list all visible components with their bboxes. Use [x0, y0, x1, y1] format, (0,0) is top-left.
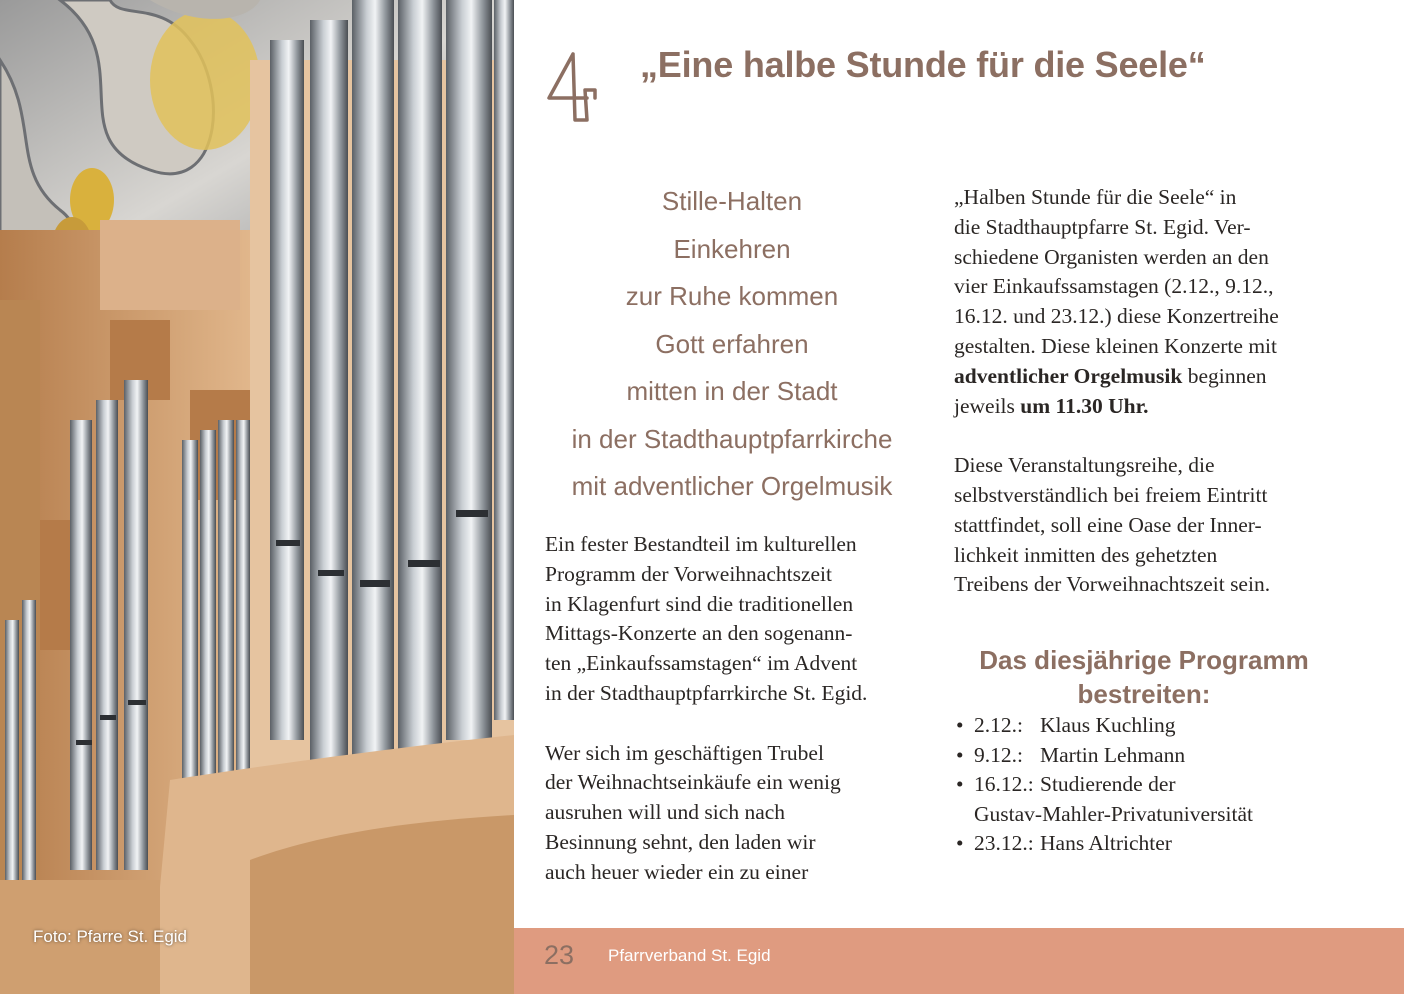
program-performer: Klaus Kuchling [1040, 713, 1176, 737]
program-date: 16.12.: [974, 772, 1034, 797]
bullet: • [956, 772, 964, 797]
motto-line: Gott erfahren [655, 328, 809, 359]
paragraph [545, 739, 917, 888]
motto-line: mitten in der Stadt [626, 376, 838, 406]
program-date: 9.12.: [974, 742, 1023, 767]
program-list [954, 711, 1354, 859]
page-title: „Eine halbe Stunde für die Seele“ [640, 44, 1206, 85]
list-item [954, 711, 1354, 741]
bold-text: um 11.30 Uhr. [1020, 393, 1149, 418]
program-performer: Studierende der [1040, 772, 1176, 797]
text-line: in Klagenfurt sind die traditionellen [545, 591, 854, 616]
motto-line: mit adventlicher Orgelmusik [571, 471, 893, 501]
motto-line: in der Stadthauptpfarrkirche [571, 423, 893, 454]
program-heading [954, 643, 1334, 711]
bullet: • [956, 742, 964, 767]
text-line: „Halben Stunde für die Seele“ in [954, 185, 1237, 209]
article-column-left [545, 530, 917, 888]
text-line: stattfindet, soll eine Oase der Inner- [954, 512, 1262, 537]
text-line: Mittags-Konzerte an den sogenann- [545, 621, 853, 646]
text-line: vier Einkaufssamstagen (2.12., 9.12., [954, 274, 1274, 299]
heading-line: bestreiten: [1077, 679, 1211, 709]
text-line: Treibens der Vorweihnachtszeit sein. [954, 572, 1271, 597]
text-line: gestalten. Diese kleinen Konzerte mit [954, 333, 1277, 358]
text-line: Besinnung sehnt, den laden wir [545, 829, 816, 854]
program-date: 23.12.: [974, 831, 1034, 856]
program-performer-continued: Gustav-Mahler-Privatuniversität [974, 801, 1253, 826]
program-performer: Martin Lehmann [1040, 742, 1186, 767]
advent-number-icon [543, 50, 599, 124]
list-item [954, 829, 1354, 859]
motto-line: Einkehren [673, 233, 791, 264]
text-line: Ein fester Bestandteil im kulturellen [545, 532, 857, 556]
publisher-name: Pfarrverband St. Egid [608, 946, 771, 965]
organ-photo [0, 0, 514, 994]
text-line: ausruhen will und sich nach [545, 800, 786, 825]
program-date: 2.12.: [974, 713, 1023, 737]
text-line: 16.12. und 23.12.) diese Konzertreihe [954, 304, 1279, 329]
text-line: Diese Veranstaltungsreihe, die [954, 453, 1215, 478]
paragraph [954, 451, 1334, 600]
bullet: • [956, 831, 964, 856]
bold-text: adventlicher Orgelmusik [954, 363, 1183, 388]
text-fragment: jeweils [954, 393, 1021, 418]
footer-bar [514, 928, 1404, 994]
paragraph [954, 183, 1334, 421]
motto-line: zur Ruhe kommen [625, 281, 839, 311]
motto-line: Stille-Halten [661, 186, 803, 216]
text-line: Wer sich im geschäftigen Trubel [545, 740, 824, 765]
text-line: der Weihnachtseinkäufe ein wenig [545, 770, 841, 795]
text-line: lichkeit inmitten des gehetzten [954, 542, 1218, 567]
article-column-right [954, 183, 1334, 600]
photo-credit: Foto: Pfarre St. Egid [33, 927, 188, 946]
bullet: • [956, 713, 964, 737]
heading-line: Das diesjährige Programm [979, 645, 1309, 675]
paragraph [545, 530, 917, 709]
list-item [954, 741, 1354, 771]
text-line: ten „Einkaufssamstagen“ im Advent [545, 651, 858, 676]
text-line: selbstverständlich bei freiem Eintritt [954, 482, 1268, 507]
page-number: 23 [544, 940, 575, 970]
program-performer: Hans Altrichter [1040, 831, 1172, 856]
text-line: in der Stadthauptpfarrkirche St. Egid. [545, 680, 868, 705]
list-item [954, 770, 1354, 829]
text-line: Programm der Vorweihnachtszeit [545, 561, 832, 586]
text-fragment: beginnen [1182, 363, 1267, 388]
organ-illustration [0, 0, 514, 994]
text-line: die Stadthauptpfarre St. Egid. Ver- [954, 214, 1251, 239]
text-line: schiedene Organisten werden an den [954, 244, 1269, 269]
motto-list [546, 178, 918, 511]
text-line: auch heuer wieder ein zu einer [545, 859, 809, 884]
